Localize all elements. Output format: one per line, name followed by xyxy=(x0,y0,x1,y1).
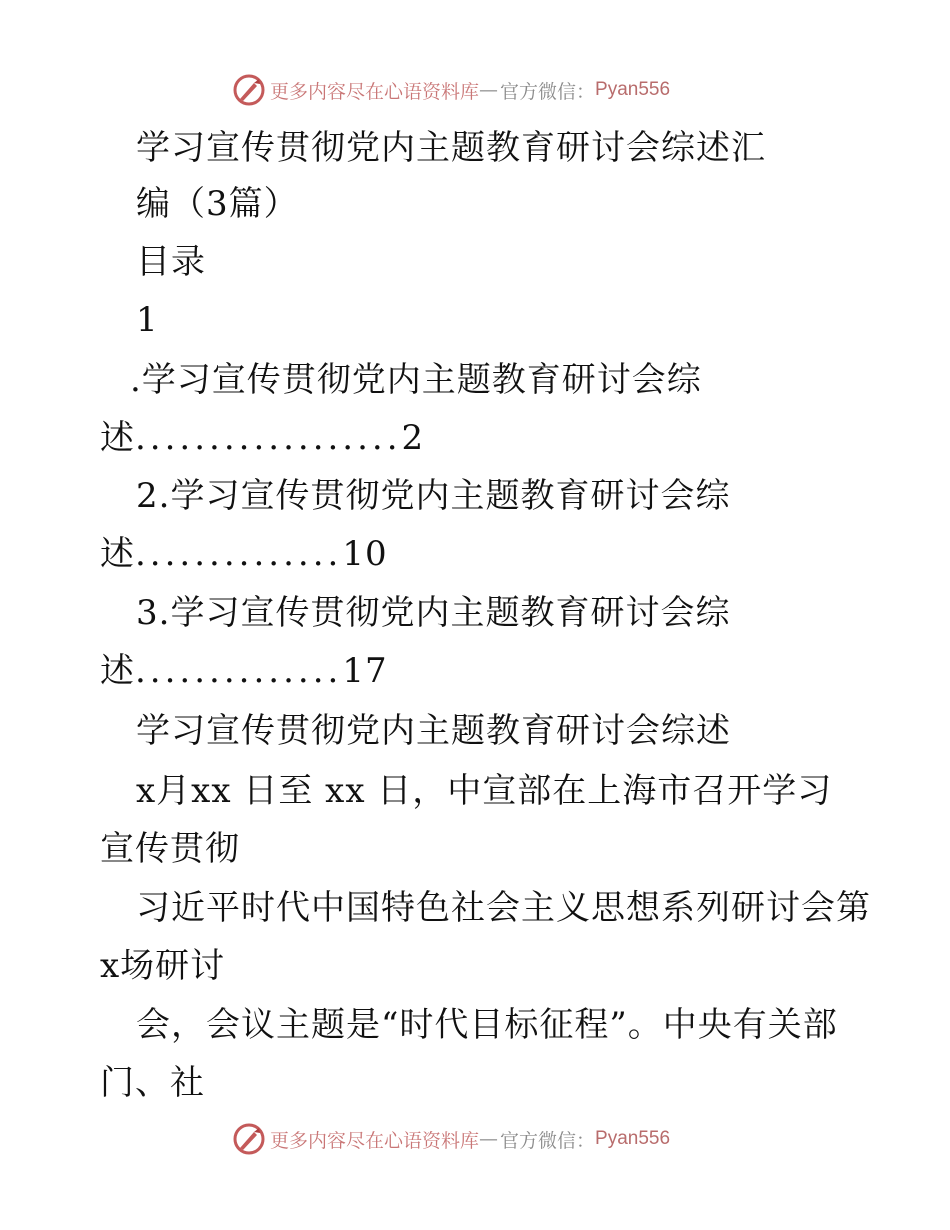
quill-pen-logo-icon xyxy=(232,73,266,107)
body-line: x月xx 日至 xx 日，中宣部在上海市召开学习 xyxy=(136,771,833,811)
toc-entry-3-title[interactable]: 3.学习宣传贯彻党内主题教育研讨会综 xyxy=(136,593,731,633)
body-line: 习近平时代中国特色社会主义思想系列研讨会第 xyxy=(136,888,871,928)
watermark-brand: 更多内容尽在心语资料库 xyxy=(270,1129,480,1152)
document-title-line-2: 编（3篇） xyxy=(136,184,299,224)
toc-entry-1-title[interactable]: .学习宣传贯彻党内主题教育研讨会综 xyxy=(130,360,702,400)
watermark-wechat-id: Pyan556 xyxy=(595,79,671,100)
toc-entry-1-leader[interactable] xyxy=(100,418,424,458)
watermark-brand: 更多内容尽在心语资料库 xyxy=(270,80,480,103)
watermark-dash: — xyxy=(479,1128,499,1150)
toc-page-number: 10 xyxy=(342,534,388,574)
toc-heading: 目录 xyxy=(136,242,206,282)
toc-entry-lead: 述 xyxy=(100,651,135,691)
toc-entry-2-leader[interactable] xyxy=(100,534,388,574)
footer-watermark xyxy=(232,1121,670,1157)
watermark-wechat-label: 官方微信： xyxy=(500,1129,596,1152)
body-line: 宣传贯彻 xyxy=(100,829,240,869)
toc-page-number: 17 xyxy=(342,651,388,691)
toc-number-1: 1 xyxy=(136,300,159,340)
toc-page-number: 2 xyxy=(401,418,425,458)
toc-dots: .................. xyxy=(135,418,402,458)
toc-entry-2-title[interactable]: 2.学习宣传贯彻党内主题教育研讨会综 xyxy=(136,476,731,516)
watermark-dash: — xyxy=(479,79,499,101)
toc-dots: .............. xyxy=(135,534,343,574)
toc-dots: .............. xyxy=(135,651,343,691)
document-title-line-1: 学习宣传贯彻党内主题教育研讨会综述汇 xyxy=(136,128,766,168)
body-line: 会，会议主题是“时代目标征程”。中央有关部 xyxy=(136,1005,838,1045)
section-title: 学习宣传贯彻党内主题教育研讨会综述 xyxy=(136,711,731,751)
toc-entry-lead: 述 xyxy=(100,534,135,574)
toc-entry-lead: 述 xyxy=(100,418,135,458)
watermark-wechat-label: 官方微信： xyxy=(500,80,596,103)
toc-entry-3-leader[interactable] xyxy=(100,651,388,691)
quill-pen-logo-icon xyxy=(232,1122,266,1156)
header-watermark xyxy=(232,72,670,108)
body-line: 门、社 xyxy=(100,1063,205,1103)
body-line: x场研讨 xyxy=(100,946,226,986)
watermark-wechat-id: Pyan556 xyxy=(595,1128,671,1149)
